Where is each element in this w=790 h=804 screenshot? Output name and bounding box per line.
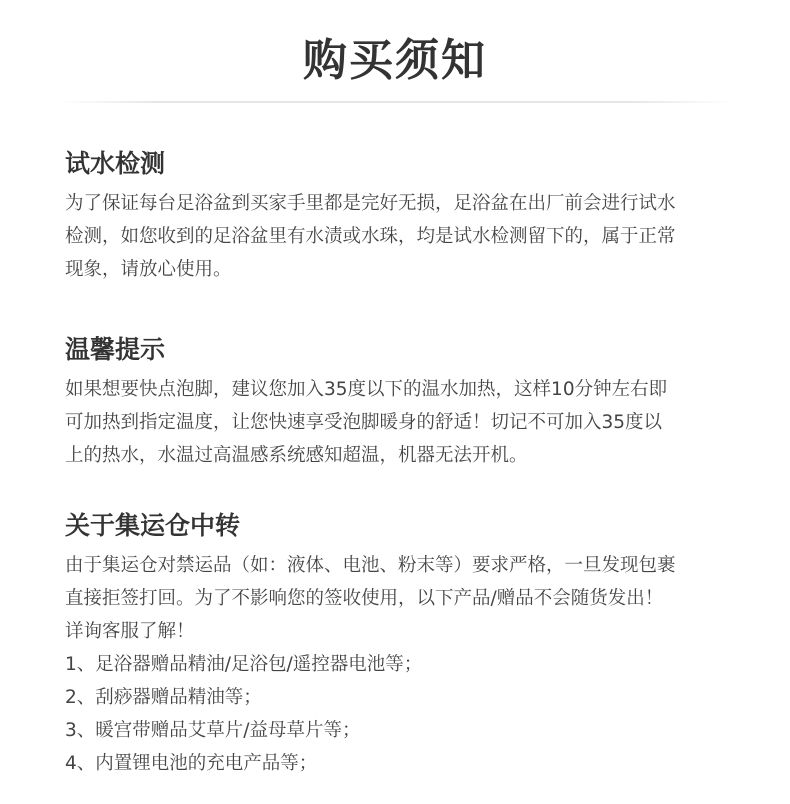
paragraph-line: 为了保证每台足浴盆到买家手里都是完好无损，足浴盆在出厂前会进行试水 xyxy=(65,193,676,214)
section-body xyxy=(65,549,735,780)
list-item: 2、刮痧器赠品精油等； xyxy=(65,687,262,708)
list-item: 3、暖宫带赠品艾草片/益母草片等； xyxy=(65,720,361,741)
section-consolidation-transit xyxy=(65,509,735,780)
paragraph-line: 详询客服了解！ xyxy=(65,621,195,642)
section-heading: 试水检测 xyxy=(65,149,166,178)
section-body xyxy=(65,373,735,472)
list-item: 1、足浴器赠品精油/足浴包/遥控器电池等； xyxy=(65,654,423,675)
paragraph-line: 检测，如您收到的足浴盆里有水渍或水珠，均是试水检测留下的，属于正常 xyxy=(65,226,676,247)
paragraph-line: 直接拒签打回。为了不影响您的签收使用，以下产品/赠品不会随货发出！ xyxy=(65,588,664,609)
section-warm-tips xyxy=(65,333,735,472)
paragraph-line: 由于集运仓对禁运品（如：液体、电池、粉末等）要求严格，一旦发现包裹 xyxy=(65,555,676,576)
paragraph-line: 如果想要快点泡脚，建议您加入35度以下的温水加热，这样10分钟左右即 xyxy=(65,379,668,400)
section-heading: 关于集运仓中转 xyxy=(65,511,241,540)
section-water-test xyxy=(65,147,735,286)
list-item: 4、内置锂电池的充电产品等； xyxy=(65,753,318,774)
paragraph-line: 现象，请放心使用。 xyxy=(65,259,232,280)
paragraph-line: 上的热水，水温过高温感系统感知超温，机器无法开机。 xyxy=(65,445,528,466)
section-heading: 温馨提示 xyxy=(65,335,166,364)
title-divider xyxy=(58,101,732,103)
page-title: 购买须知 xyxy=(303,35,487,86)
section-body xyxy=(65,187,735,286)
paragraph-line: 可加热到指定温度，让您快速享受泡脚暖身的舒适！切记不可加入35度以 xyxy=(65,412,663,433)
